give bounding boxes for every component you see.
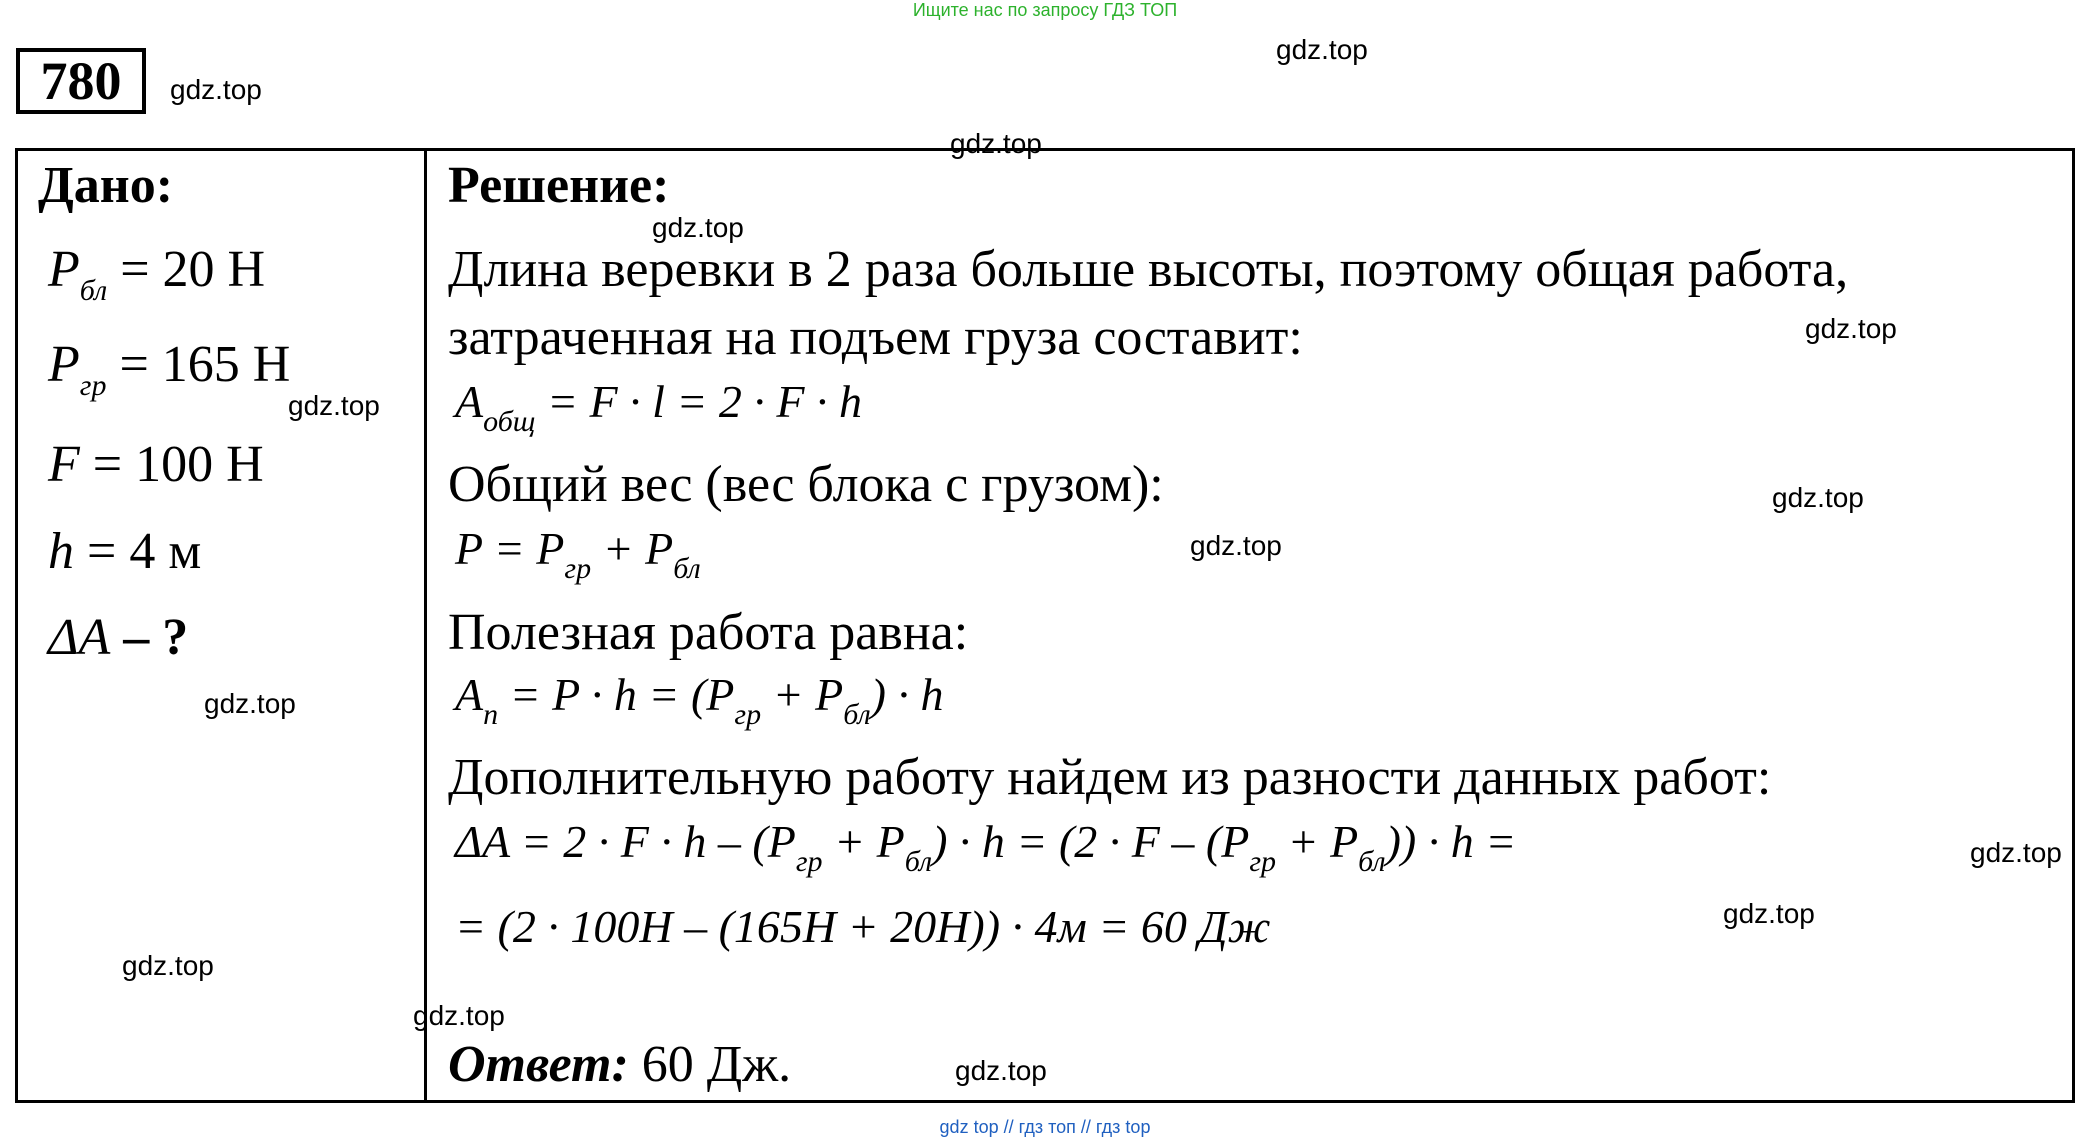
formula-subscript: бл	[904, 845, 933, 878]
formula-part: + P	[591, 523, 674, 574]
formula-part: + P	[761, 669, 844, 720]
formula-subscript: общ	[483, 405, 536, 438]
formula-part: = P · h = (P	[498, 669, 735, 720]
watermark: gdz.top	[413, 1000, 505, 1031]
bottom-banner[interactable]: gdz top // гдз топ // гдз top	[939, 1117, 1151, 1137]
watermark: gdz.top	[170, 74, 262, 105]
given-subscript: бл	[79, 274, 108, 307]
watermark: gdz.top	[652, 212, 744, 243]
solution-line-3: Общий вес (вес блока с грузом):	[448, 456, 1164, 513]
watermark: gdz.top	[288, 390, 380, 421]
solution-line-2: затраченная на подъем груза составит:	[448, 309, 1303, 366]
given-subscript: гр	[79, 369, 107, 402]
solution-heading: Решение:	[448, 157, 670, 214]
watermark: gdz.top	[1190, 530, 1282, 561]
watermark: gdz.top	[950, 128, 1042, 159]
given-item-force	[48, 435, 264, 494]
top-banner[interactable]: Ищите нас по запросу ГДЗ ТОП	[912, 0, 1178, 20]
watermark: gdz.top	[1276, 34, 1368, 65]
formula-subscript: гр	[564, 552, 592, 585]
formula-subscript: бл	[1358, 845, 1386, 878]
formula-part: ) · h	[870, 669, 944, 720]
given-value: = 20 Н	[107, 241, 266, 298]
watermark: gdz.top	[204, 688, 296, 719]
answer-value: 60 Дж.	[628, 1036, 792, 1093]
given-value: = 165 Н	[106, 336, 291, 393]
watermark: gdz.top	[1805, 313, 1897, 344]
watermark: gdz.top	[1772, 482, 1864, 513]
given-symbol: P	[48, 336, 80, 393]
formula-part: ) · h = (2 · F – (P	[932, 816, 1250, 867]
formula-part: ΔA = 2 · F · h – (P	[455, 816, 796, 867]
formula-subscript: гр	[734, 698, 762, 731]
solution-line-5: Дополнительную работу найдем из разности данных работ:	[448, 749, 1772, 806]
formula-part: + P	[822, 816, 905, 867]
watermark: gdz.top	[1723, 898, 1815, 929]
given-value: = 100 Н	[79, 436, 264, 493]
given-symbol: ΔA	[48, 609, 111, 666]
formula-subscript: гр	[795, 845, 823, 878]
given-item-height	[48, 522, 201, 581]
given-value: – ?	[110, 609, 189, 666]
formula-useful-work	[455, 668, 944, 731]
watermark: gdz.top	[122, 950, 214, 981]
solution-line-4: Полезная работа равна:	[448, 604, 969, 661]
given-heading: Дано:	[38, 157, 174, 214]
formula-extra-work-numeric: = (2 · 100H – (165H + 20H)) · 4м = 60 Дж	[455, 901, 1271, 952]
formula-part: + P	[1276, 816, 1359, 867]
formula-subscript: бл	[843, 698, 871, 731]
formula-total-weight	[455, 522, 701, 585]
formula-part: )) · h =	[1385, 816, 1517, 867]
answer-label: Ответ:	[448, 1036, 629, 1093]
formula-subscript: гр	[1249, 845, 1277, 878]
formula-extra-work	[455, 815, 1517, 878]
table-divider	[424, 148, 427, 1103]
given-symbol: h	[48, 523, 74, 580]
watermark: gdz.top	[955, 1055, 1047, 1086]
given-item-load-weight	[48, 335, 291, 402]
formula-part: P = P	[455, 523, 565, 574]
given-item-block-weight	[48, 240, 266, 307]
formula-part: A	[455, 376, 484, 427]
problem-number: 780	[16, 48, 146, 114]
given-value: = 4 м	[74, 523, 202, 580]
formula-part: = F · l = 2 · F · h	[535, 376, 863, 427]
formula-subscript: бл	[673, 552, 701, 585]
formula-subscript: п	[483, 698, 499, 731]
formula-total-work	[455, 375, 863, 438]
given-symbol: P	[48, 241, 80, 298]
watermark: gdz.top	[1970, 837, 2062, 868]
given-symbol: F	[48, 436, 80, 493]
formula-part: A	[455, 669, 484, 720]
given-item-unknown	[48, 608, 188, 667]
solution-line-1: Длина веревки в 2 раза больше высоты, поэтому общая работа,	[448, 241, 1849, 298]
answer	[448, 1035, 791, 1094]
